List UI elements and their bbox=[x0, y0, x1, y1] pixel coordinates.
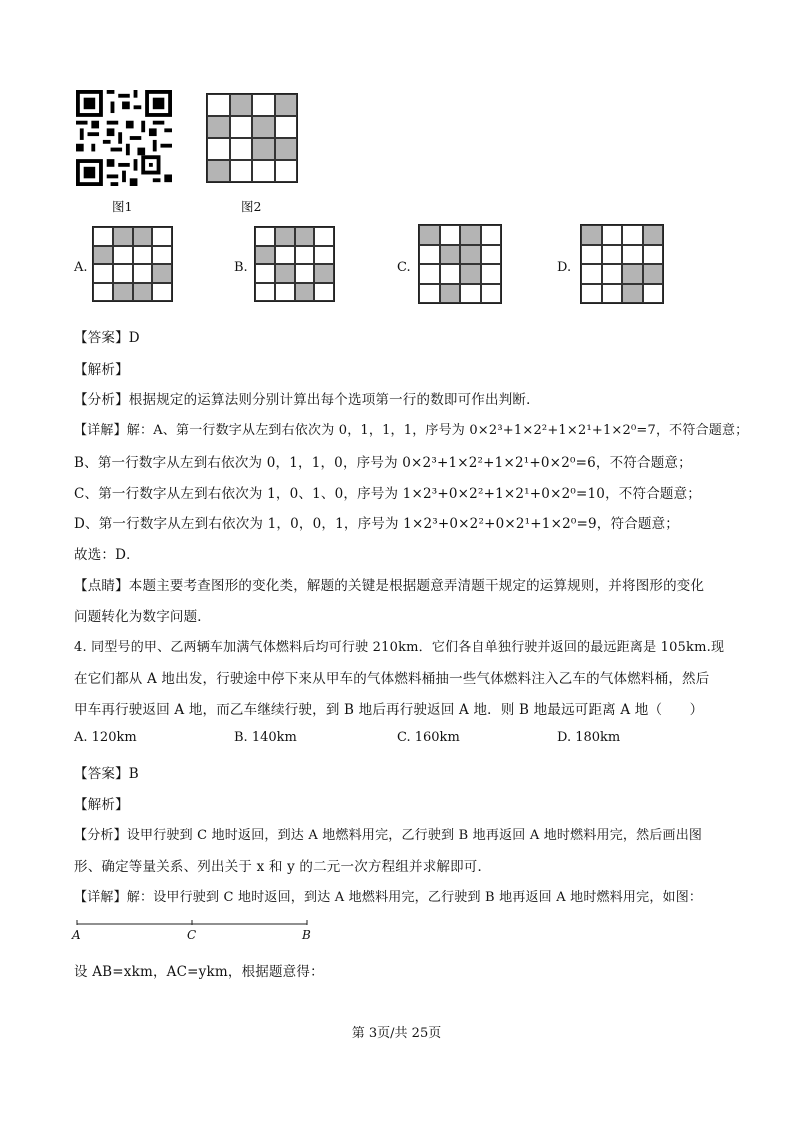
grid-cell-empty bbox=[93, 283, 113, 302]
grid-cell-empty bbox=[419, 245, 440, 265]
grid-cell-empty bbox=[622, 225, 643, 245]
q3-analysis: 【分析】根据规定的运算法则分别计算出每个选项第一行的数即可作出判断． bbox=[74, 392, 540, 408]
option-d-grid bbox=[580, 224, 664, 304]
grid-cell-empty bbox=[207, 138, 230, 160]
option-c-grid bbox=[418, 224, 502, 304]
grid-cell-empty bbox=[275, 246, 295, 265]
grid-cell-empty bbox=[440, 264, 461, 284]
grid-cell-empty bbox=[419, 284, 440, 304]
option-a-grid bbox=[92, 226, 173, 302]
q4-option-a: A. 120km bbox=[74, 730, 137, 745]
q4-stem-line-1: 4. 同型号的甲、乙两辆车加满气体燃料后均可行驶 210km．它们各自单独行驶并返回的最远距离是 105km.现 bbox=[74, 640, 725, 655]
grid-cell-empty bbox=[481, 284, 502, 304]
grid-cell-shaded bbox=[207, 116, 230, 138]
grid-cell-empty bbox=[275, 116, 298, 138]
q4-analysis-line-2: 形、确定等量关系、列出关于 x 和 y 的二元一次方程组并求解即可． bbox=[74, 859, 492, 875]
point-b-label: B bbox=[302, 928, 311, 942]
grid-cell-empty bbox=[113, 246, 133, 265]
grid-cell-empty bbox=[252, 160, 275, 182]
grid-cell-empty bbox=[275, 283, 295, 302]
grid-cell-shaded bbox=[440, 245, 461, 265]
point-c-label: C bbox=[187, 928, 197, 942]
option-d-label: D. bbox=[557, 260, 572, 275]
grid-cell-empty bbox=[602, 284, 623, 304]
q3-comment-line-2: 问题转化为数字问题． bbox=[74, 609, 211, 625]
grid-cell-empty bbox=[314, 227, 334, 246]
grid-cell-empty bbox=[581, 264, 602, 284]
grid-cell-empty bbox=[207, 94, 230, 116]
q4-let-statement: 设 AB=xkm，AC=ykm，根据题意得： bbox=[74, 964, 324, 980]
grid-cell-empty bbox=[314, 283, 334, 302]
grid-cell-shaded bbox=[275, 94, 298, 116]
grid-cell-empty bbox=[255, 227, 275, 246]
grid-cell-empty bbox=[622, 245, 643, 265]
grid-cell-empty bbox=[255, 264, 275, 283]
grid-cell-empty bbox=[581, 284, 602, 304]
option-b-label: B. bbox=[234, 260, 248, 275]
grid-cell-shaded bbox=[643, 264, 664, 284]
q4-detail: 【详解】解：设甲行驶到 C 地时返回，到达 A 地燃料用完，乙行驶到 B 地再返回 A 地时燃料用完，如图： bbox=[74, 890, 703, 905]
grid-cell-shaded bbox=[460, 264, 481, 284]
grid-cell-empty bbox=[152, 227, 172, 246]
grid-cell-empty bbox=[152, 283, 172, 302]
grid-cell-shaded bbox=[93, 246, 113, 265]
grid-cell-empty bbox=[113, 264, 133, 283]
grid-cell-empty bbox=[602, 245, 623, 265]
grid-cell-shaded bbox=[581, 225, 602, 245]
grid-cell-shaded bbox=[275, 227, 295, 246]
grid-cell-empty bbox=[481, 245, 502, 265]
grid-cell-shaded bbox=[314, 264, 334, 283]
grid-cell-empty bbox=[643, 245, 664, 265]
grid-cell-empty bbox=[230, 116, 253, 138]
grid-cell-shaded bbox=[643, 225, 664, 245]
figure-2-caption: 图2 bbox=[241, 199, 262, 214]
q4-option-c: C. 160km bbox=[397, 730, 460, 745]
grid-cell-empty bbox=[602, 225, 623, 245]
option-c-label: C. bbox=[397, 260, 411, 275]
grid-cell-empty bbox=[440, 225, 461, 245]
grid-cell-empty bbox=[255, 283, 275, 302]
grid-cell-empty bbox=[133, 246, 153, 265]
grid-cell-empty bbox=[481, 264, 502, 284]
grid-cell-empty bbox=[295, 246, 315, 265]
qr-code-image bbox=[74, 90, 174, 186]
q4-jiexi-heading: 【解析】 bbox=[74, 797, 129, 813]
q3-answer: 【答案】D bbox=[74, 330, 140, 346]
grid-cell-shaded bbox=[460, 225, 481, 245]
grid-cell-empty bbox=[460, 284, 481, 304]
grid-cell-empty bbox=[152, 246, 172, 265]
q3-comment-line-1: 【点睛】本题主要考查图形的变化类，解题的关键是根据题意弄清题干规定的运算规则，并将图形的变化 bbox=[74, 578, 705, 594]
grid-cell-shaded bbox=[419, 225, 440, 245]
point-a-label: A bbox=[72, 928, 81, 942]
grid-cell-shaded bbox=[622, 264, 643, 284]
q3-jiexi-heading: 【解析】 bbox=[74, 362, 129, 378]
grid-cell-shaded bbox=[460, 245, 481, 265]
q3-detail-d: D、第一行数字从左到右依次为 1，0，0，1，序号为 1×2³+0×2²+0×2¹+1×2⁰=9，符合题意； bbox=[74, 516, 680, 532]
grid-cell-shaded bbox=[252, 116, 275, 138]
q3-detail-a: 【详解】解：A、第一行数字从左到右依次为 0，1，1，1，序号为 0×2³+1×2²+1×2¹+1×2⁰=7，不符合题意； bbox=[74, 423, 749, 438]
grid-cell-empty bbox=[230, 138, 253, 160]
grid-cell-shaded bbox=[440, 284, 461, 304]
option-a-label: A. bbox=[74, 260, 88, 275]
grid-cell-shaded bbox=[133, 227, 153, 246]
grid-cell-shaded bbox=[207, 160, 230, 182]
grid-cell-empty bbox=[314, 246, 334, 265]
grid-cell-shaded bbox=[255, 246, 275, 265]
option-b-grid bbox=[254, 226, 335, 302]
grid-cell-shaded bbox=[152, 264, 172, 283]
grid-cell-empty bbox=[419, 264, 440, 284]
grid-cell-empty bbox=[93, 264, 113, 283]
q4-stem-line-2: 在它们都从 A 地出发，行驶途中停下来从甲车的气体燃料桶抽一些气体燃料注入乙车的气体燃料桶，然后 bbox=[74, 671, 710, 687]
grid-cell-empty bbox=[275, 160, 298, 182]
q4-analysis-line-1: 【分析】设甲行驶到 C 地时返回，到达 A 地燃料用完，乙行驶到 B 地再返回 A 地时燃料用完，然后画出图 bbox=[74, 828, 703, 843]
grid-cell-empty bbox=[581, 245, 602, 265]
grid-cell-shaded bbox=[230, 94, 253, 116]
grid-cell-shaded bbox=[622, 284, 643, 304]
grid-cell-empty bbox=[481, 225, 502, 245]
q4-answer: 【答案】B bbox=[74, 766, 139, 782]
q4-option-d: D. 180km bbox=[557, 730, 621, 745]
figure-2-grid bbox=[206, 93, 298, 183]
q4-stem-line-3: 甲车再行驶返回 A 地，而乙车继续行驶，到 B 地后再行驶返回 A 地．则 B 地最远可距离 A 地（ ） bbox=[74, 702, 704, 718]
grid-cell-empty bbox=[93, 227, 113, 246]
grid-cell-shaded bbox=[295, 283, 315, 302]
grid-cell-shaded bbox=[252, 138, 275, 160]
q3-detail-b: B、第一行数字从左到右依次为 0，1，1，0，序号为 0×2³+1×2²+1×2¹+0×2⁰=6，不符合题意； bbox=[74, 455, 692, 471]
grid-cell-shaded bbox=[113, 283, 133, 302]
grid-cell-empty bbox=[602, 264, 623, 284]
grid-cell-empty bbox=[643, 284, 664, 304]
q4-option-b: B. 140km bbox=[234, 730, 297, 745]
figure-1-caption: 图1 bbox=[112, 199, 133, 214]
q3-choice: 故选：D． bbox=[74, 547, 140, 563]
grid-cell-shaded bbox=[295, 227, 315, 246]
grid-cell-empty bbox=[133, 264, 153, 283]
grid-cell-shaded bbox=[275, 138, 298, 160]
grid-cell-shaded bbox=[113, 227, 133, 246]
grid-cell-empty bbox=[252, 94, 275, 116]
grid-cell-shaded bbox=[133, 283, 153, 302]
grid-cell-empty bbox=[295, 264, 315, 283]
page-footer: 第 3页/共 25页 bbox=[351, 1026, 442, 1041]
grid-cell-empty bbox=[230, 160, 253, 182]
q3-detail-c: C、第一行数字从左到右依次为 1，0、1、0，序号为 1×2³+0×2²+1×2¹+0×2⁰=10，不符合题意； bbox=[74, 486, 701, 502]
grid-cell-shaded bbox=[275, 264, 295, 283]
